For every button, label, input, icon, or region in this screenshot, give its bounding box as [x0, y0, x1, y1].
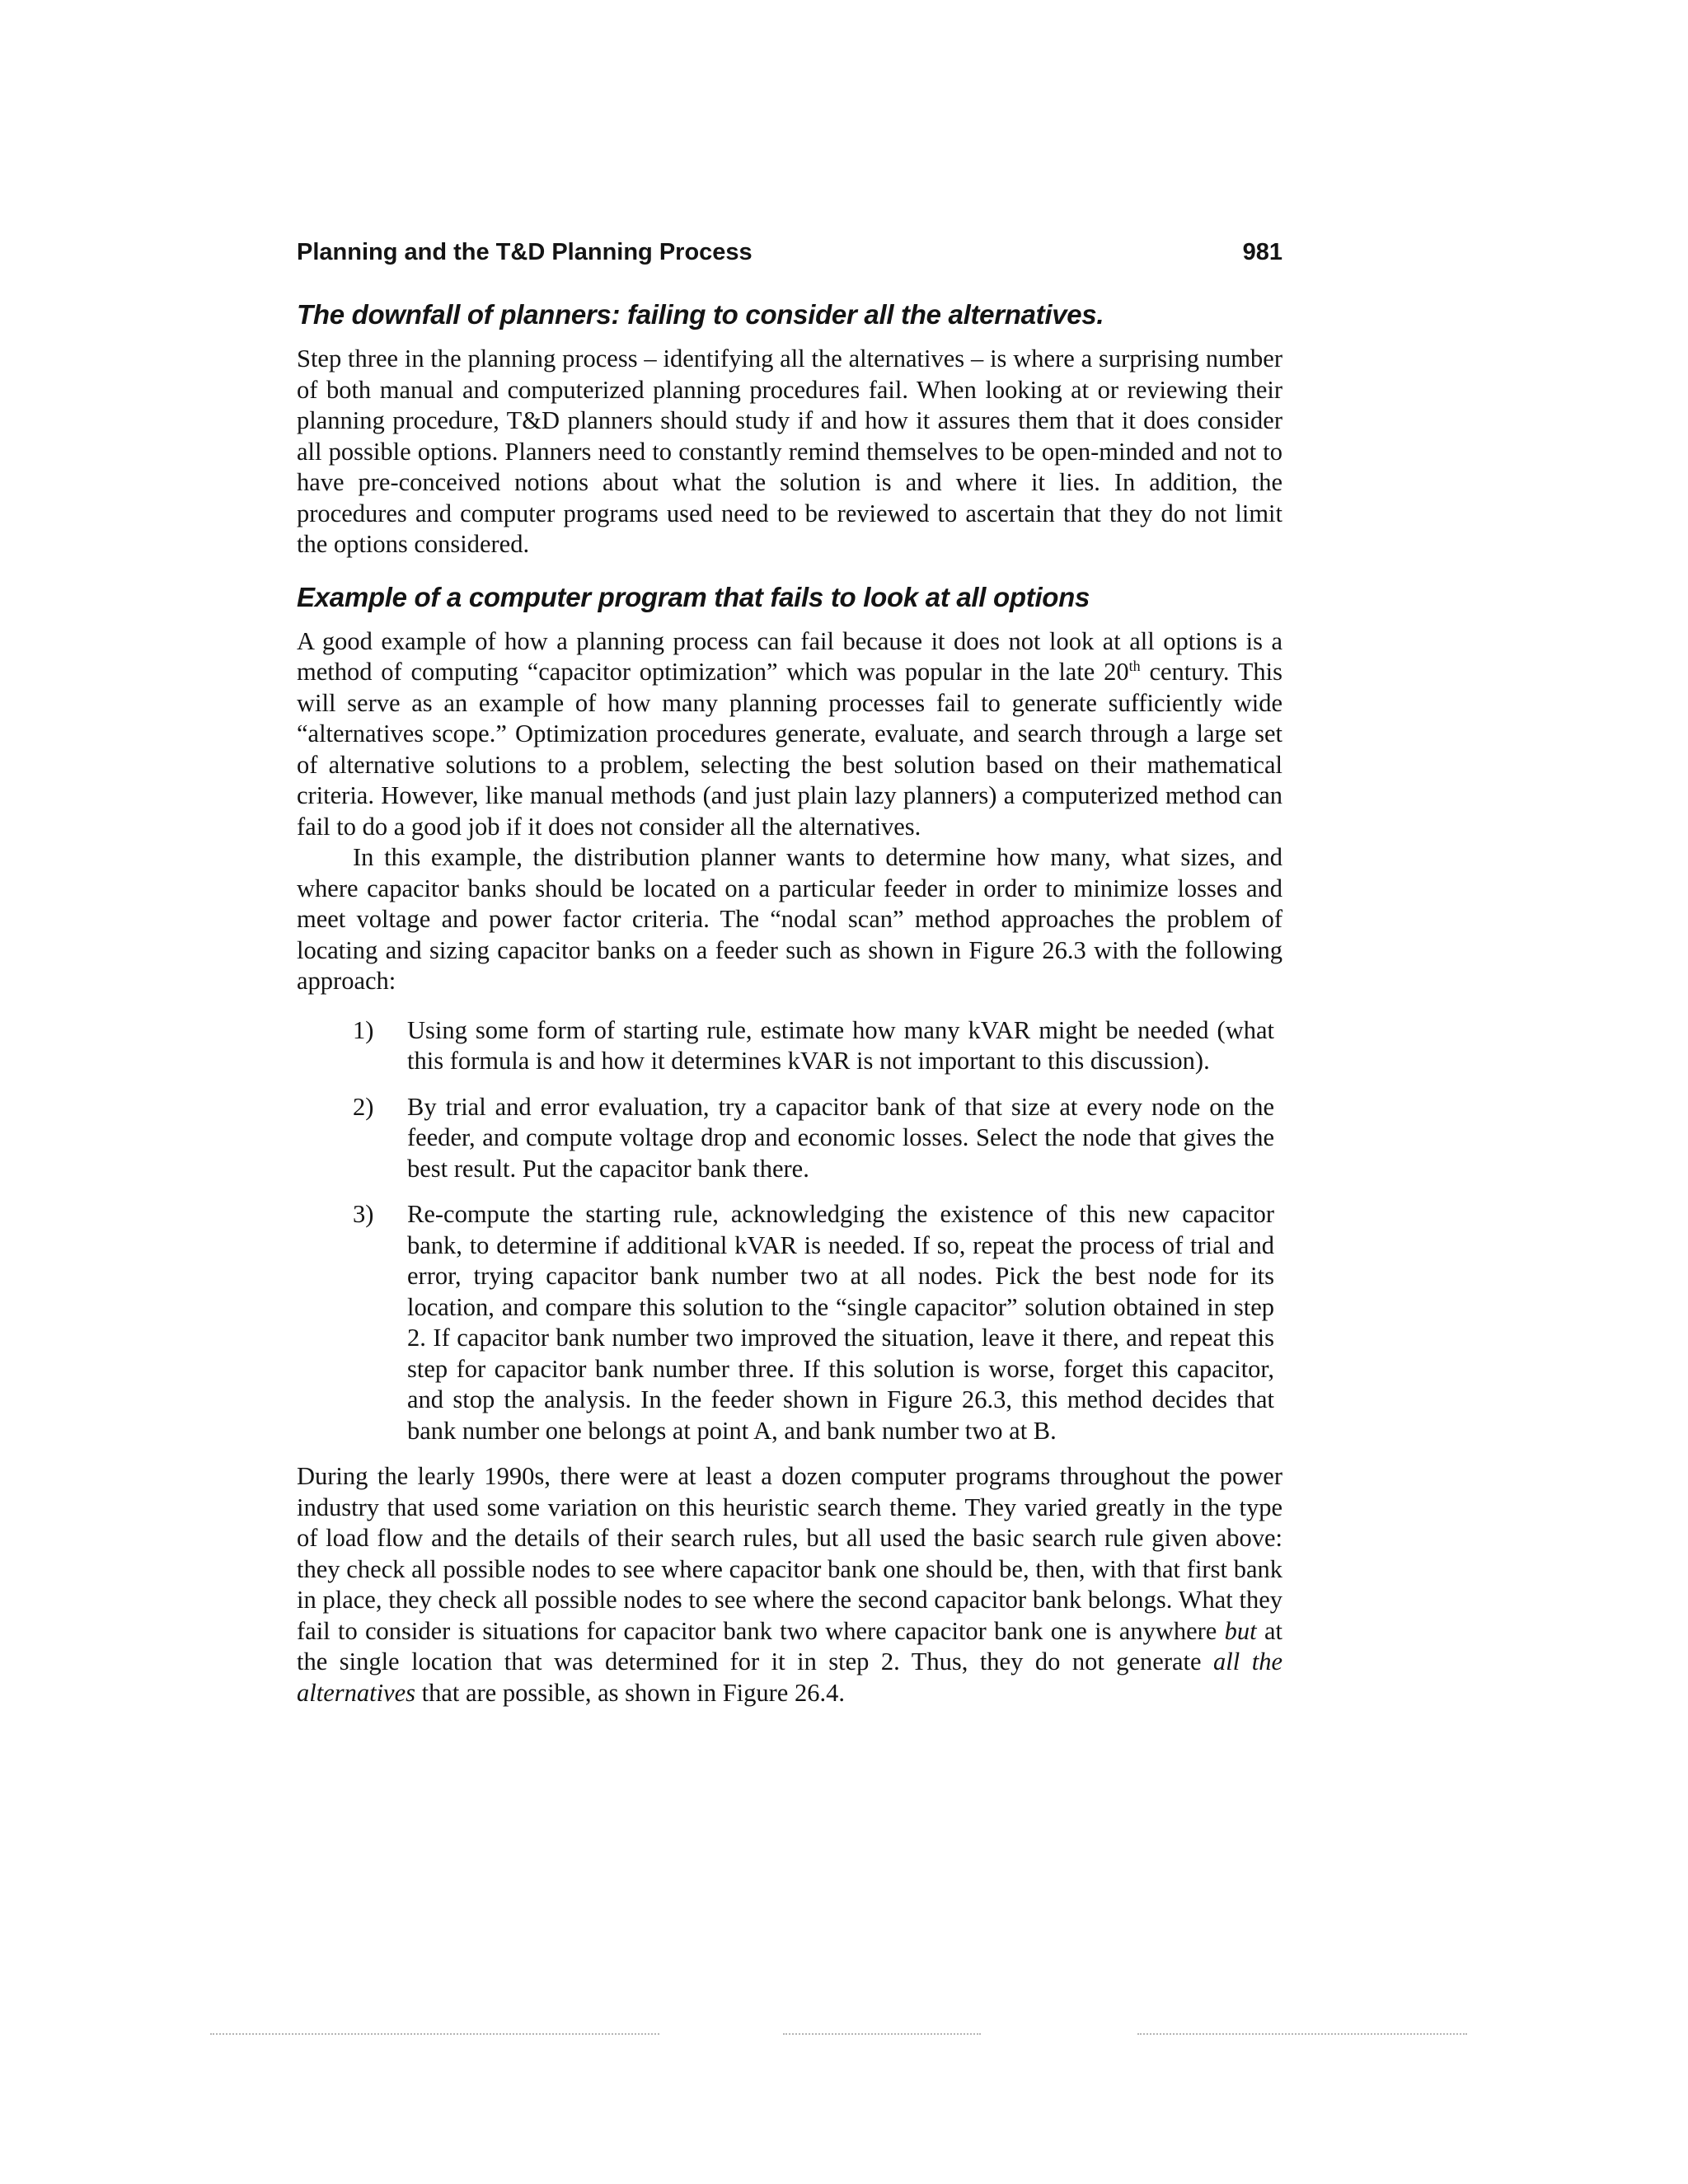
emphasis-but: but [1224, 1616, 1257, 1645]
step-number: 3) [353, 1200, 374, 1228]
section-heading-example: Example of a computer program that fails to look at all options [297, 581, 1090, 612]
step-text: By trial and error evaluation, try a capacitor bank of that size at every node on the feeder, and compute voltage drop and economic losses. Select the node that gives the best result. Put the capacitor bank there. [407, 1092, 1274, 1183]
running-title: Planning and the T&D Planning Process [297, 239, 753, 265]
list-item [353, 1092, 1274, 1185]
list-item [353, 1015, 1274, 1077]
text-run: A good example of how a planning process can fail because it does not look at all options is a method of computing “capacitor optimization” which was popular in the late 20 [297, 626, 1282, 686]
page-number: 981 [1242, 239, 1282, 265]
procedure-steps-list [297, 1015, 1282, 1447]
document-page [297, 239, 1282, 1708]
step-number: 2) [353, 1092, 374, 1121]
paragraph-downfall: Step three in the planning process – identifying all the alternatives – is where a surprising number of both manual and computerized planning procedures fail. When looking at or reviewing their planning procedure, T&D planners should study if and how it assures them that it does consider all possible options. Planners need to constantly remind themselves to be open-minded and not to have pre-conceived notions about what the solution is and where it lies. In addition, the procedures and computer programs used need to be reviewed to ascertain that they do not limit the options considered. [297, 344, 1282, 558]
list-item [353, 1199, 1274, 1446]
emphasis-all-alternatives: all the alternatives [297, 1647, 1282, 1707]
text-run: During the learly 1990s, there were at least a dozen computer programs throughout the power industry that used some variation on this heuristic search theme. They varied greatly in the type of load flow and the details of their search rules, but all used the basic search rule given above: they check all possible nodes to see where capacitor bank one should be, then, with that first bank in place, they check all possible nodes to see where the second capacitor bank belongs. What they fail to consider is situations for capacitor bank two where capacitor bank one is anywhere [297, 1462, 1282, 1645]
footer-scan-line-left [210, 2033, 659, 2036]
section-heading-downfall: The downfall of planners: failing to consider all the alternatives. [297, 299, 1104, 330]
footer-scan-line-middle [783, 2033, 981, 2036]
step-text: Using some form of starting rule, estimate how many kVAR might be needed (what this formula is and how it determines kVAR is not important to this discussion). [407, 1015, 1274, 1075]
paragraph-nodal-scan: In this example, the distribution planner wants to determine how many, what sizes, and where capacitor banks should be located on a particular feeder in order to minimize losses and meet voltage and power factor criteria. The “nodal scan” method approaches the problem of locating and sizing capacitor banks on a feeder such as shown in Figure 26.3 with the following approach: [297, 843, 1282, 995]
text-run: at the single location that was determined for it in step 2. Thus, they do not generate [297, 1616, 1282, 1675]
text-run: century. This will serve as an example of how many planning processes fail to generate sufficiently wide “alternatives scope.” Optimization procedures generate, evaluate, and search through a large set of alternative solutions to a problem, selecting the best solution based on their mathematical criteria. However, like manual methods (and just plain lazy planners) a computerized method can fail to do a good job if it does not consider all the alternatives. [297, 658, 1282, 841]
step-text: Re-compute the starting rule, acknowledging the existence of this new capacitor bank, to determine if additional kVAR is needed. If so, repeat the process of trial and error, trying capacitor bank number two at all nodes. Pick the best node for its location, and compare this solution to the “single capacitor” solution obtained in step 2. If capacitor bank number two improved the situation, leave it there, and repeat this step for capacitor bank number three. If this solution is worse, forget this capacitor, and stop the analysis. In the feeder shown in Figure 26.3, this method decides that bank number one belongs at point A, and bank number two at B. [407, 1200, 1274, 1445]
paragraph-early-1990s [297, 1461, 1282, 1708]
footer-scan-line-right [1137, 2033, 1467, 2036]
text-run: that are possible, as shown in Figure 26.4. [415, 1678, 845, 1707]
step-number: 1) [353, 1015, 374, 1044]
superscript-th: th [1128, 657, 1141, 674]
running-header [297, 239, 1282, 266]
paragraph-example-intro [297, 626, 1282, 843]
